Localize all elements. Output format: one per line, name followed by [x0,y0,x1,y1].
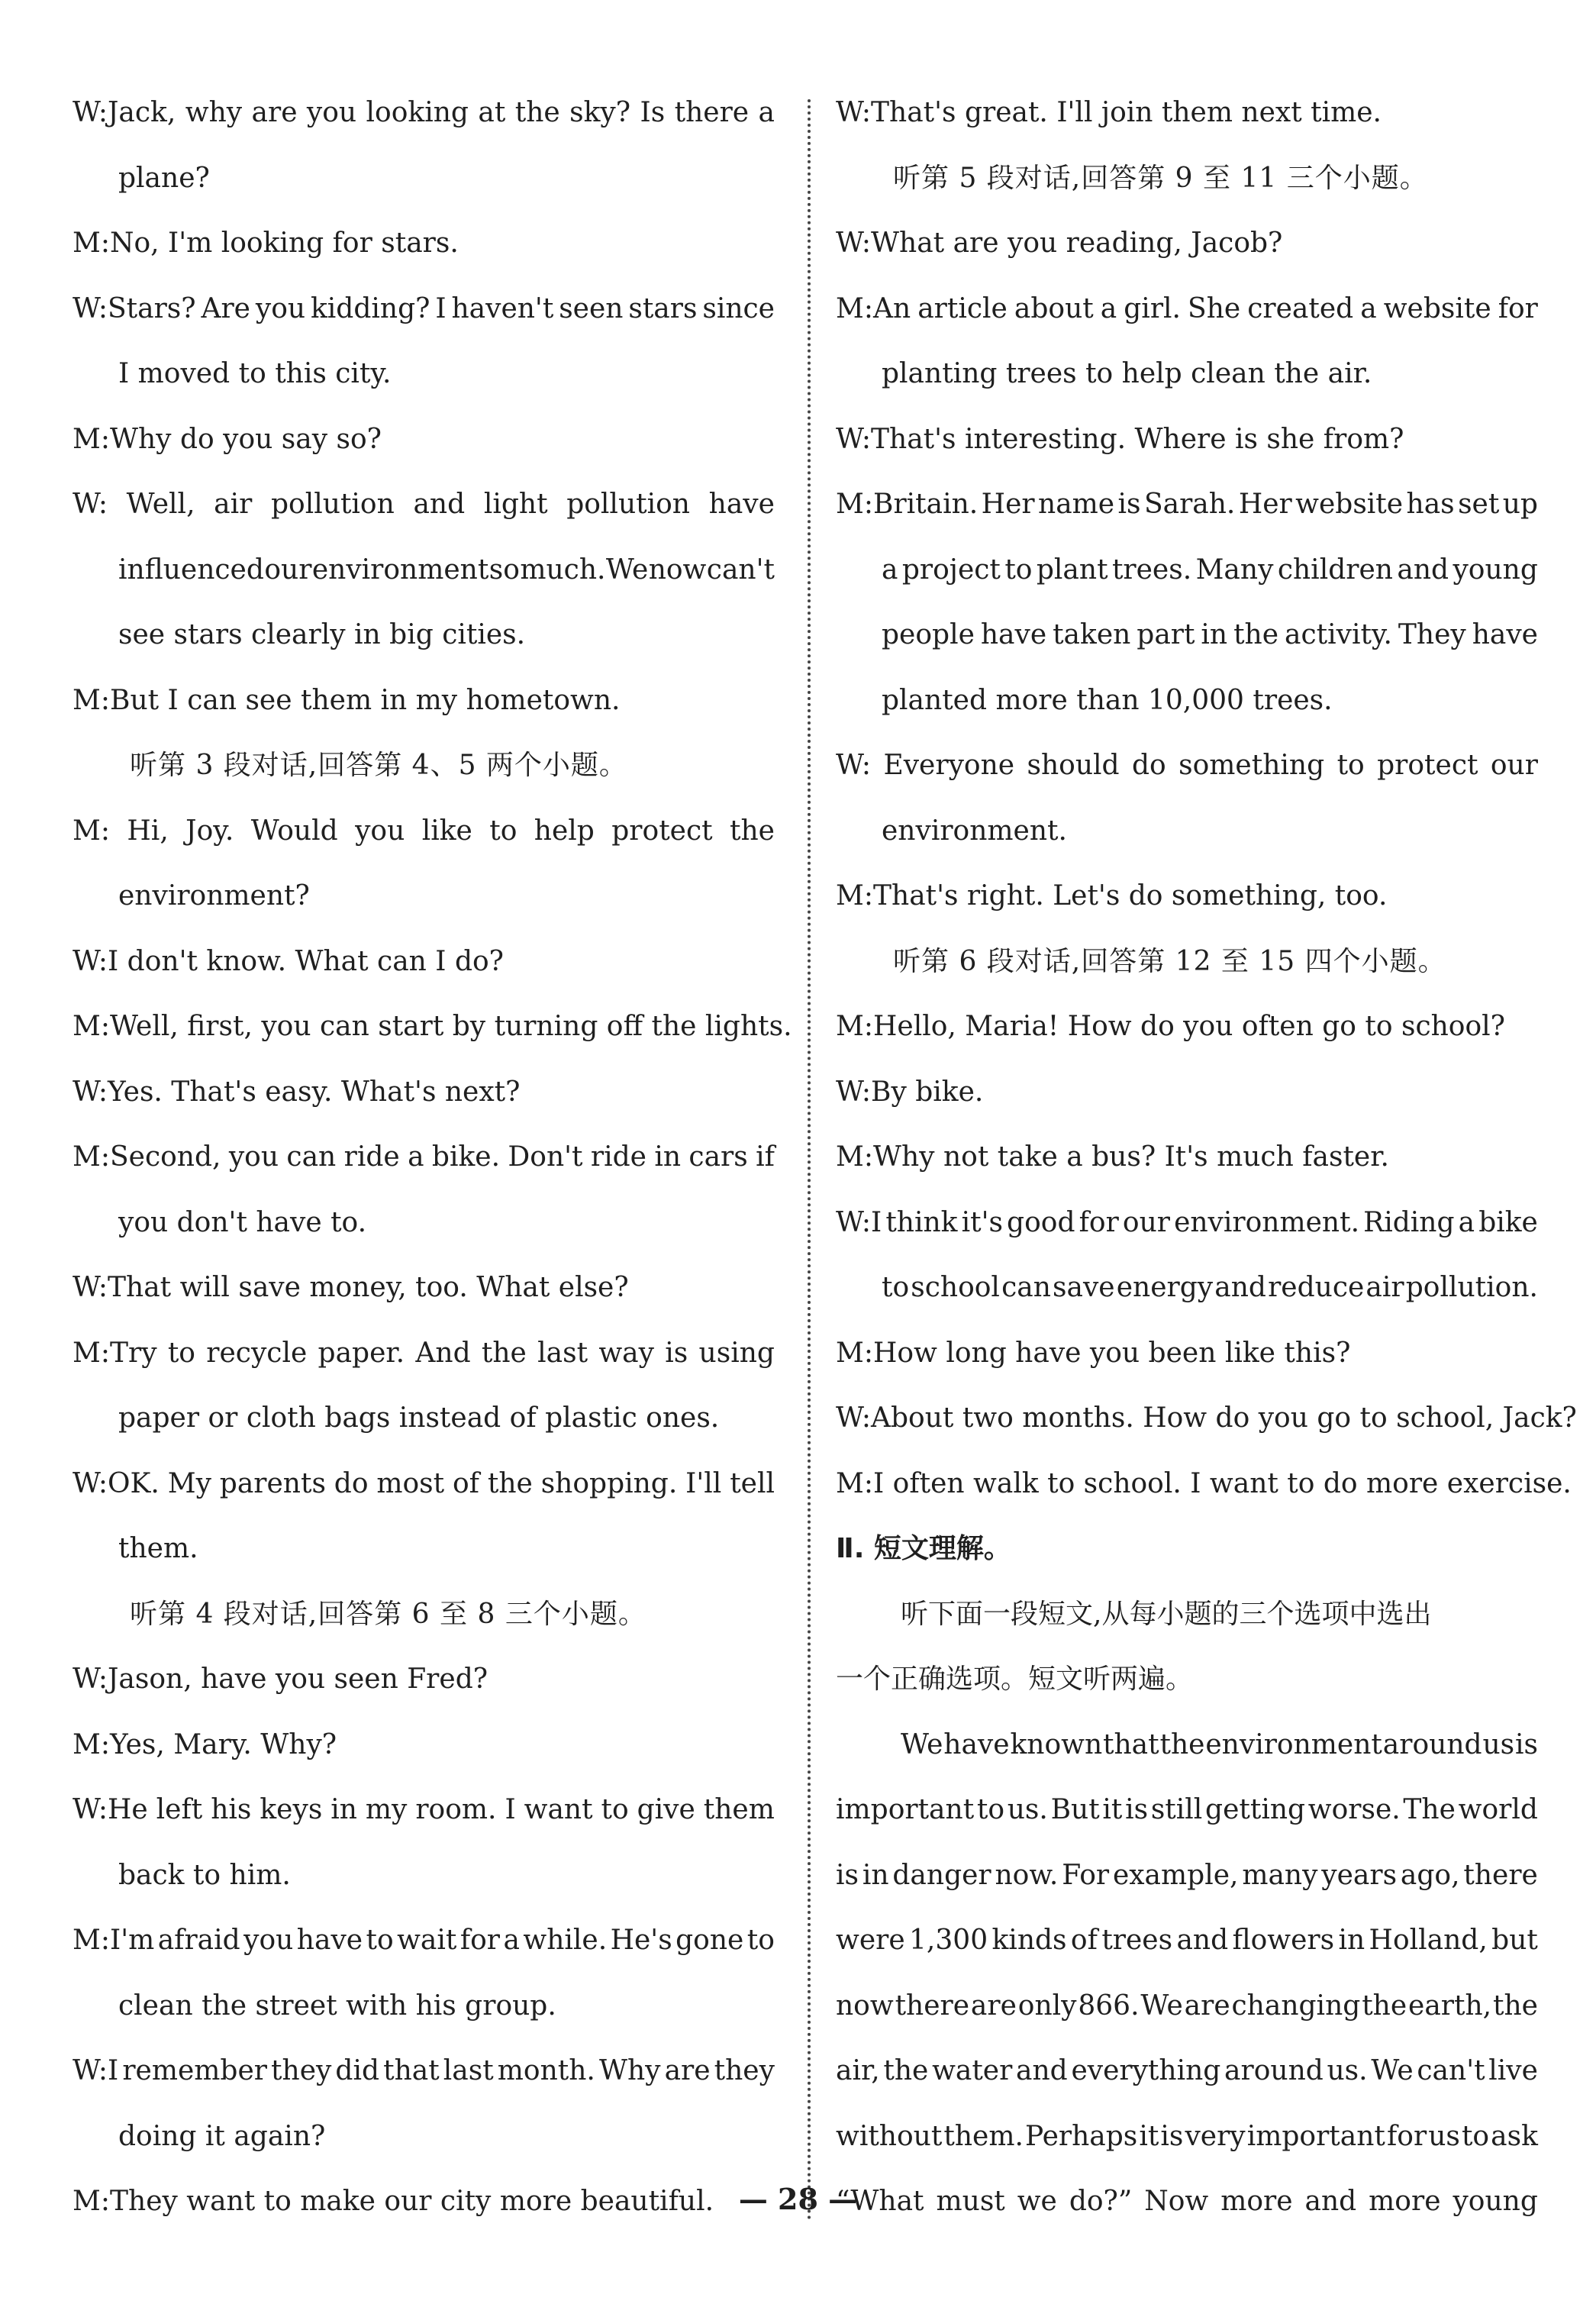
text-line: W:By bike. [836,1076,984,1108]
dialogue-heading: 听第 4 段对话,回答第 6 至 8 三个小题。 [130,1598,646,1630]
text-line: M:Why do you say so? [73,423,382,455]
page-number: — 28 — [738,2182,858,2216]
text-line: “What must we do?” Now more and more young [836,2186,1538,2217]
text-line: air, the water and everything around us. We can't live [836,2055,1538,2086]
text-line: 一个正确选项。短文听两遍。 [836,1663,1194,1695]
text-line: W:I think it's good for our environment. Riding a bike [836,1206,1538,1238]
text-line: M:I often walk to school. I want to do more exercise. [836,1467,1572,1499]
dialogue-heading: 听第 3 段对话,回答第 4、5 两个小题。 [130,750,627,781]
text-line: M:How long have you been like this? [836,1337,1351,1369]
text-line: M:Well, first, you can start by turning off the lights. [73,1011,792,1042]
paragraph-first-line: We have known that the environment around us is [901,1728,1538,1760]
text-line: M:Britain. Her name is Sarah. Her website has set up [836,489,1538,520]
text-line-continuation: influenced our environment so much. We now can't [118,553,775,586]
text-line: M:They want to make our city more beautiful. [73,2186,714,2217]
text-line-continuation: plane? [118,162,210,194]
text-line: W:OK. My parents do most of the shopping. I'll tell [73,1467,775,1499]
text-line: W:That's great. I'll join them next time. [836,97,1382,128]
text-line-continuation: clean the street with his group. [118,1989,556,2022]
dialogue-heading: 听第 6 段对话,回答第 12 至 15 四个小题。 [893,945,1446,977]
right-column [836,80,1577,2235]
text-line: W:That's interesting. Where is she from? [836,423,1404,455]
text-line-continuation: doing it again? [118,2120,326,2152]
text-line: M:I'm afraid you have to wait for a while. He's gone to [73,1925,775,1956]
paragraph-first-line: 听下面一段短文,从每小题的三个选项中选出 [901,1598,1432,1630]
text-line: W: Well, air pollution and light pollution have [73,489,775,520]
text-line-continuation: a project to plant trees. Many children and young [882,553,1538,586]
text-line: W:Jason, have you seen Fred? [73,1663,488,1695]
text-line-continuation: paper or cloth bags instead of plastic ones. [118,1402,720,1434]
text-line: M:Try to recycle paper. And the last way is using [73,1337,775,1369]
text-line: M:No, I'm looking for stars. [73,227,459,259]
text-line-continuation: people have taken part in the activity. They have [882,619,1538,650]
text-line-continuation: them. [118,1533,198,1564]
dialogue-heading: 听第 5 段对话,回答第 9 至 11 三个小题。 [893,162,1428,194]
text-line: W:He left his keys in my room. I want to give them [73,1794,775,1825]
text-line: W:I don't know. What can I do? [73,945,504,977]
column-divider [808,99,811,2222]
text-line-continuation: back to him. [118,1859,291,1891]
text-line: W:What are you reading, Jacob? [836,227,1283,259]
text-line: M:Why not take a bus? It's much faster. [836,1141,1389,1173]
text-line: W:Yes. That's easy. What's next? [73,1076,521,1108]
text-line: W:About two months. How do you go to school, Jack? [836,1402,1577,1434]
text-line-continuation: environment. [882,815,1067,847]
text-line: M:An article about a girl. She created a website for [836,292,1538,324]
text-line: W:I remember they did that last month. Why are they [73,2055,775,2086]
text-line: M:But I can see them in my hometown. [73,684,621,716]
text-line-continuation: I moved to this city. [118,358,392,389]
text-line: W:Stars? Are you kidding? I haven't seen stars since [73,292,775,324]
text-line: M:Hello, Maria! How do you often go to school? [836,1011,1505,1042]
text-line: were 1,300 kinds of trees and flowers in Holland, but [836,1925,1538,1956]
text-line-continuation: planting trees to help clean the air. [882,358,1372,389]
section-title: Ⅱ. 短文理解。 [836,1533,1011,1564]
text-line-continuation: planted more than 10,000 trees. [882,684,1333,716]
text-line: W:Jack, why are you looking at the sky? Is there a [73,97,775,128]
text-line: M:Yes, Mary. Why? [73,1728,337,1760]
text-line: W:That will save money, too. What else? [73,1272,629,1303]
text-line-continuation: to school can save energy and reduce air pollution. [882,1272,1538,1303]
text-line: M:That's right. Let's do something, too. [836,880,1388,912]
text-line: M:Second, you can ride a bike. Don't ride in cars if [73,1141,775,1173]
left-column [73,80,792,2235]
text-line-continuation: you don't have to. [118,1206,367,1238]
text-line-continuation: see stars clearly in big cities. [118,619,526,650]
text-line-continuation: environment? [118,880,310,912]
text-line: W: Everyone should do something to protect our [836,750,1538,781]
text-line: M: Hi, Joy. Would you like to help protect the [73,815,775,847]
text-line: now there are only 866. We are changing the earth, the [836,1989,1538,2022]
text-line: is in danger now. For example, many years ago, there [836,1859,1538,1891]
text-line: important to us. But it is still getting worse. The world [836,1794,1538,1825]
text-line: without them. Perhaps it is very important for us to ask [836,2120,1538,2152]
